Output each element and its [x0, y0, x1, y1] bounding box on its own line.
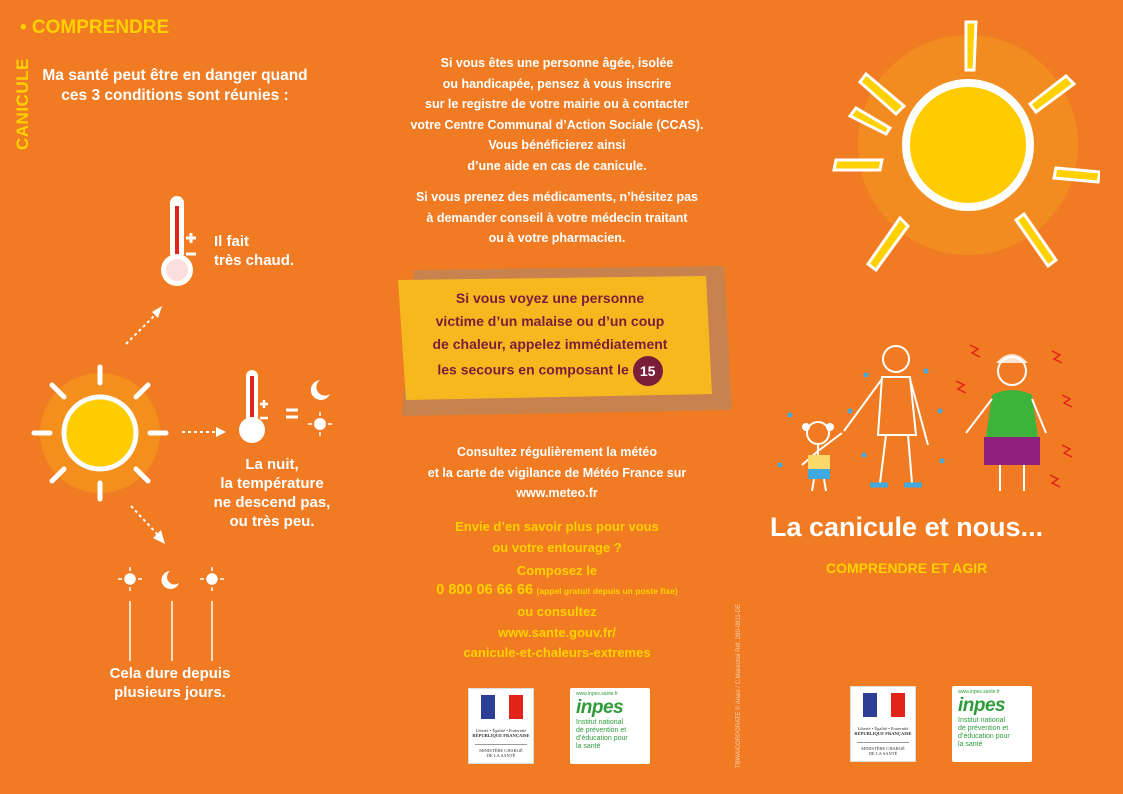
side-label: CANICULE: [13, 58, 32, 150]
family-illustration: [770, 315, 1090, 505]
weather-text: [382, 442, 732, 504]
days-sequence-icon: [112, 565, 232, 665]
inpes-url: www.inpes.sante.fr: [576, 691, 618, 697]
p1-line: ou handicapée, pensez à vous inscrire: [442, 76, 672, 91]
inpes-logo: [570, 688, 650, 764]
learn-more-text: [382, 517, 732, 558]
consult-text: [382, 602, 732, 664]
cond2-line4: ou très peu.: [229, 513, 315, 530]
section-title: • COMPRENDRE: [20, 17, 170, 38]
phone-note: (appel gratuit depuis un poste fixe): [536, 586, 678, 596]
inpes-desc-line: la santé: [958, 741, 983, 748]
thermometer-icon: [150, 192, 210, 292]
p3-line: Consultez régulièrement la météo: [456, 445, 658, 459]
rf-motto: Liberté • Égalité • Fraternité: [475, 728, 527, 733]
rf-name: RÉPUBLIQUE FRANÇAISE: [854, 731, 912, 736]
medication-text: [382, 187, 732, 249]
alert-line: les secours en composant le: [437, 361, 629, 378]
emergency-alert-text: [400, 287, 700, 386]
inpes-desc-line: de prévention et: [576, 727, 627, 734]
ministry-line: DE LA SANTÉ: [868, 751, 898, 756]
main-subtitle: COMPRENDRE ET AGIR: [826, 560, 988, 576]
cond3-line2: plusieurs jours.: [114, 684, 226, 701]
p4-line: Envie d’en savoir plus pour vous: [455, 519, 659, 534]
inpes-url: www.inpes.sante.fr: [958, 689, 1000, 695]
p1-line: d’une aide en cas de canicule.: [467, 158, 647, 173]
p4-line: ou votre entourage ?: [492, 539, 622, 555]
rf-name: RÉPUBLIQUE FRANÇAISE: [472, 733, 530, 738]
sun-icon: [22, 355, 172, 505]
alert-line: Si vous voyez une personne: [455, 290, 645, 306]
ministry-line: MINISTÈRE CHARGÉ: [479, 748, 523, 753]
cond1-line1: Il fait: [214, 233, 250, 250]
condition-night: [192, 455, 352, 531]
inpes-desc-line: d’éducation pour: [576, 735, 628, 742]
cond2-line1: La nuit,: [245, 456, 299, 473]
marianne-flag-icon: [851, 691, 915, 721]
cond1-line2: très chaud.: [214, 252, 295, 269]
elderly-registration-text: [382, 53, 732, 176]
p2-line: à demander conseil à votre médecin traitant: [426, 210, 688, 225]
ministry-line: DE LA SANTÉ: [486, 753, 516, 758]
inpes-desc-line: d’éducation pour: [958, 733, 1010, 740]
arrow-right-icon: [180, 424, 230, 440]
marianne-flag-icon: [469, 693, 533, 723]
big-sun-icon: [830, 20, 1100, 290]
phone-line: [382, 580, 732, 602]
inpes-name: inpes: [576, 697, 624, 718]
alert-line: de chaleur, appelez immédiatement: [432, 336, 668, 352]
cond3-line1: Cela dure depuis: [109, 665, 231, 682]
intro-text: Ma santé peut être en danger quand ces 3 conditions sont réunies :: [42, 67, 308, 104]
condition-duration: [80, 664, 260, 702]
republique-francaise-logo: [468, 688, 534, 764]
credits-text: TBWA\CORPORATE © Anais / C.Maréchal Réf. 280-0811-DE: [736, 603, 742, 768]
alert-line: victime d’un malaise ou d’un coup: [435, 313, 665, 329]
cond2-line2: la température: [220, 475, 324, 492]
rf-motto: Liberté • Égalité • Fraternité: [857, 726, 909, 731]
arrow-up-icon: [120, 300, 170, 350]
republique-francaise-logo-right: [850, 686, 916, 762]
p3-line: et la carte de vigilance de Météo France sur: [427, 465, 687, 480]
condition-hot: [214, 232, 294, 270]
meteo-link[interactable]: www.meteo.fr: [516, 486, 598, 500]
p2-line: ou à votre pharmacien.: [488, 231, 626, 245]
compose-label: Composez le: [516, 563, 598, 578]
inpes-desc-line: la santé: [576, 743, 601, 750]
p2-line: Si vous prenez des médicaments, n’hésitez pas: [415, 190, 699, 204]
inpes-logo-right: [952, 686, 1032, 762]
main-title: La canicule et nous...: [770, 512, 1044, 542]
inpes-desc-line: Institut national: [958, 717, 1006, 724]
p1-line: sur le registre de votre mairie ou à contacter: [425, 97, 689, 111]
p1-line: Vous bénéficierez ainsi: [488, 138, 626, 152]
inpes-desc-line: de prévention et: [958, 725, 1009, 732]
ministry-line: MINISTÈRE CHARGÉ: [861, 746, 905, 751]
consult-line: ou consultez: [517, 604, 597, 619]
arrow-down-icon: [125, 502, 175, 548]
sante-link[interactable]: www.sante.gouv.fr/: [498, 624, 616, 640]
p1-line: Si vous êtes une personne âgée, isolée: [440, 56, 674, 70]
p1-line: votre Centre Communal d’Action Sociale (CCAS).: [410, 117, 704, 132]
night-thermometer-icon: [236, 366, 341, 448]
cond2-line3: ne descend pas,: [213, 494, 331, 511]
inpes-name: inpes: [958, 695, 1006, 716]
inpes-desc-line: Institut national: [576, 719, 624, 726]
sante-link-path[interactable]: canicule-et-chaleurs-extremes: [463, 645, 651, 660]
emergency-number-badge: 15: [633, 356, 663, 386]
phone-number[interactable]: 0 800 06 66 66: [436, 582, 534, 598]
